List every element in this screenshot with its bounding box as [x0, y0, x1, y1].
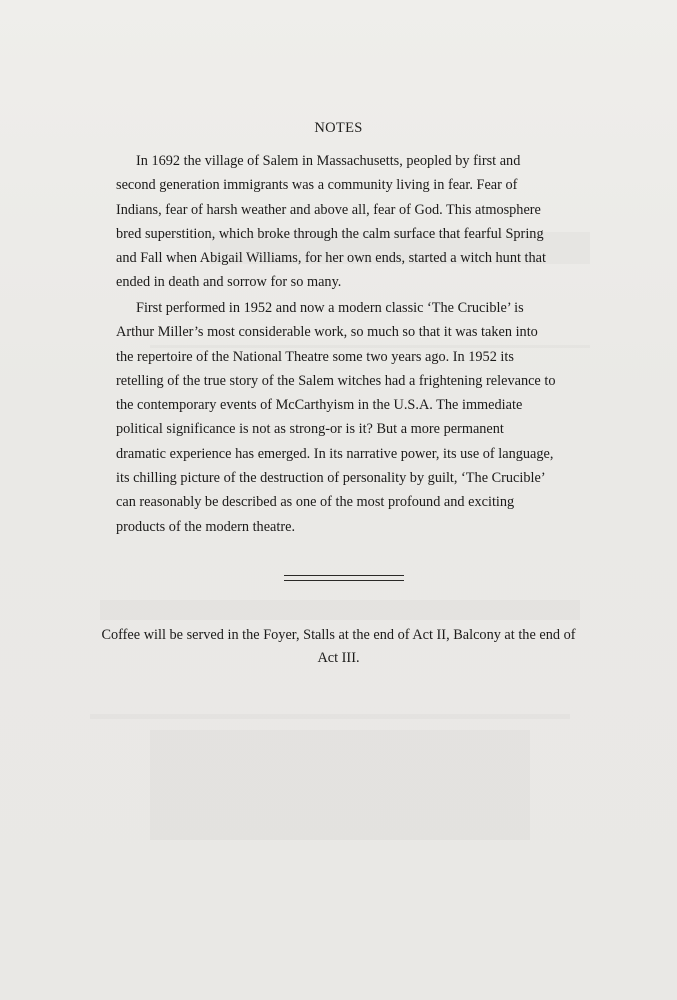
notes-heading: NOTES — [314, 120, 363, 136]
notes-paragraph-crucible: First performed in 1952 and now a modern classic ‘The Crucible’ is Arthur Miller’s most considerable work, so much so that it was taken into the repertoire of the National Theatre some two years ago. In 1952 its retelling of the true story of the Salem witches had a frightening relevance to the contemporary events of McCarthyism in the U.S.A. The immediate political significance is not as strong-or is it? But a more permanent dramatic experience has emerged. In its narrative power, its use of language, its chilling picture of the destruction of personality by guilt, ‘The Crucible’ can reasonably be described as one of the most profound and exciting products of the modern theatre. — [116, 300, 556, 535]
notes-paragraph-history: In 1692 the village of Salem in Massachusetts, peopled by first and second generation immigrants was a community living in fear. Fear of Indians, fear of harsh weather and above all, fear of God. This atmosphere bred superstition, which broke through the calm surface that fearful Spring and Fall when Abigail Williams, for her own ends, started a witch hunt that ended in death and sorrow for so many. — [116, 153, 546, 291]
divider-rule-bottom — [284, 580, 404, 581]
coffee-notice: Coffee will be served in the Foyer, Stalls at the end of Act II, Balcony at the end of Act III. — [101, 627, 576, 666]
divider-rule-top — [284, 575, 404, 576]
